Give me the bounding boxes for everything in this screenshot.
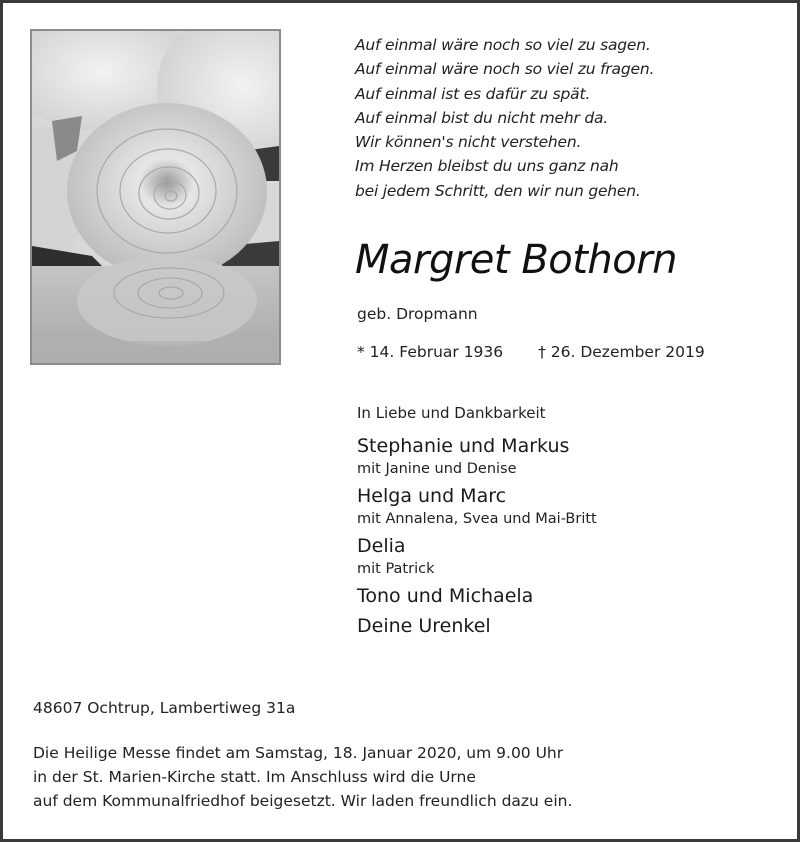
death-date: † 26. Dezember 2019 [538, 343, 705, 361]
mourner-group [357, 613, 597, 639]
poem-line: bei jedem Schritt, den wir nun gehen. [355, 181, 641, 200]
mourner-group [357, 483, 597, 529]
mourner-group [357, 533, 597, 579]
notice-line: auf dem Kommunalfriedhof beigesetzt. Wir laden freundlich dazu ein. [33, 792, 573, 810]
mourner-names: Tono und Michaela [357, 585, 534, 607]
mourner-names: Helga und Marc [357, 485, 507, 507]
mourner-group [357, 433, 597, 479]
mourner-children: mit Annalena, Svea und Mai-Britt [357, 511, 597, 527]
deceased-name: Margret Bothorn [355, 237, 678, 283]
birth-date: * 14. Februar 1936 [357, 343, 504, 361]
life-dates [357, 341, 705, 363]
roses-photo [30, 29, 281, 365]
funeral-notice [33, 741, 572, 813]
notice-line: in der St. Marien-Kirche statt. Im Anschluss wird die Urne [33, 768, 476, 786]
poem-line: Auf einmal ist es dafür zu spät. [355, 84, 591, 103]
poem-line: Auf einmal wäre noch so viel zu fragen. [355, 60, 655, 79]
poem [355, 33, 654, 203]
mourners-list [357, 433, 597, 643]
notice-line: Die Heilige Messe findet am Samstag, 18. Januar 2020, um 9.00 Uhr [33, 744, 564, 762]
mourner-names: Delia [357, 535, 406, 557]
mourners-intro: In Liebe und Dankbarkeit [357, 404, 546, 422]
roses-photo-icon [32, 31, 279, 363]
poem-line: Wir können's nicht verstehen. [355, 133, 582, 152]
mourner-children: mit Janine und Denise [357, 461, 517, 477]
family-address: 48607 Ochtrup, Lambertiweg 31a [33, 699, 296, 717]
mourner-names: Stephanie und Markus [357, 435, 570, 457]
poem-line: Auf einmal wäre noch so viel zu sagen. [355, 36, 651, 54]
poem-line: Auf einmal bist du nicht mehr da. [355, 108, 609, 127]
mourner-children: mit Patrick [357, 561, 435, 577]
poem-line: Im Herzen bleibst du uns ganz nah [355, 157, 619, 176]
maiden-name: geb. Dropmann [357, 305, 478, 323]
mourner-group [357, 583, 597, 609]
mourner-names: Deine Urenkel [357, 615, 491, 637]
